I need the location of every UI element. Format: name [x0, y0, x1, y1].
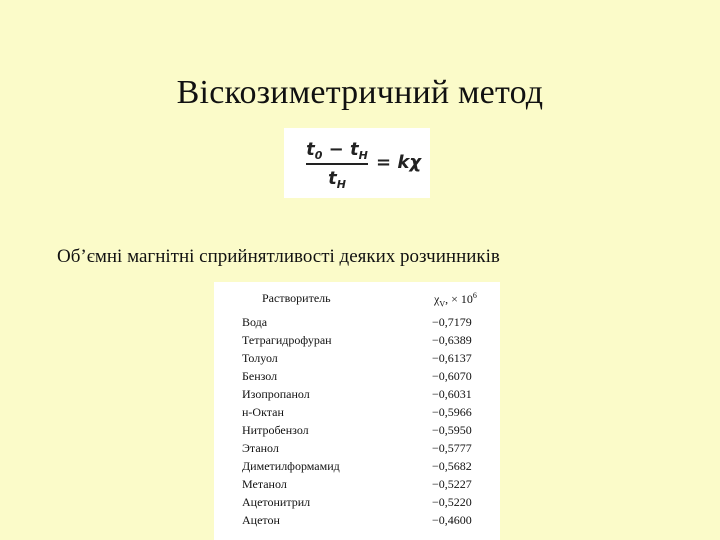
- solvent-name: Метанол: [242, 477, 287, 491]
- solvent-name: Тетрагидрофуран: [242, 333, 332, 347]
- fraction-denominator: $t_H$: [328, 168, 346, 191]
- chi-value: −0,5227: [432, 477, 472, 491]
- chi-value: −0,6070: [432, 369, 472, 383]
- formula-image: [284, 128, 430, 198]
- solvent-name: Диметилформамид: [242, 459, 340, 473]
- fraction-bar: [306, 163, 368, 165]
- solvent-name: Вода: [242, 315, 268, 329]
- chi-value: −0,6031: [432, 387, 472, 401]
- chi-value: −0,5777: [432, 441, 472, 455]
- table-row: [214, 495, 500, 513]
- chi-value: −0,6137: [432, 351, 472, 365]
- table-row: [214, 513, 500, 531]
- solvent-name: Изопропанол: [242, 387, 310, 401]
- solvent-name: Бензол: [242, 369, 278, 383]
- chi-value: −0,7179: [432, 315, 472, 329]
- table-row: [214, 477, 500, 495]
- table-row: [214, 333, 500, 351]
- table-row: [214, 441, 500, 459]
- table-row: [214, 387, 500, 405]
- chi-value: −0,5950: [432, 423, 472, 437]
- chi-value: −0,6389: [432, 333, 472, 347]
- solvent-name: Ацетонитрил: [242, 495, 311, 509]
- chi-value: −0,5682: [432, 459, 472, 473]
- solvent-name: Этанол: [242, 441, 279, 455]
- column-header-chi: $\chi_V$, × $10^6$: [434, 291, 477, 309]
- chi-value: −0,4600: [432, 513, 472, 527]
- formula-rhs: = kχ: [376, 152, 421, 173]
- table-row: [214, 423, 500, 441]
- slide-title: Віскозиметричний метод: [176, 74, 544, 111]
- table-row: [214, 315, 500, 333]
- susceptibility-table: [214, 282, 500, 540]
- fraction: [306, 138, 368, 191]
- table-row: [214, 369, 500, 387]
- solvent-name: н-Октан: [242, 405, 284, 419]
- solvent-name: Толуол: [242, 351, 278, 365]
- solvent-name: Нитробензол: [242, 423, 309, 437]
- fraction-numerator: $t_0 - t_H$: [306, 139, 368, 162]
- chi-value: −0,5966: [432, 405, 472, 419]
- solvent-name: Ацетон: [242, 513, 280, 527]
- chi-value: −0,5220: [432, 495, 472, 509]
- table-caption: Об’ємні магнітні сприйнятливості деяких розчинників: [57, 246, 500, 267]
- column-header-solvent: Растворитель: [262, 291, 331, 305]
- table-row: [214, 459, 500, 477]
- table-row: [214, 405, 500, 423]
- table-row: [214, 351, 500, 369]
